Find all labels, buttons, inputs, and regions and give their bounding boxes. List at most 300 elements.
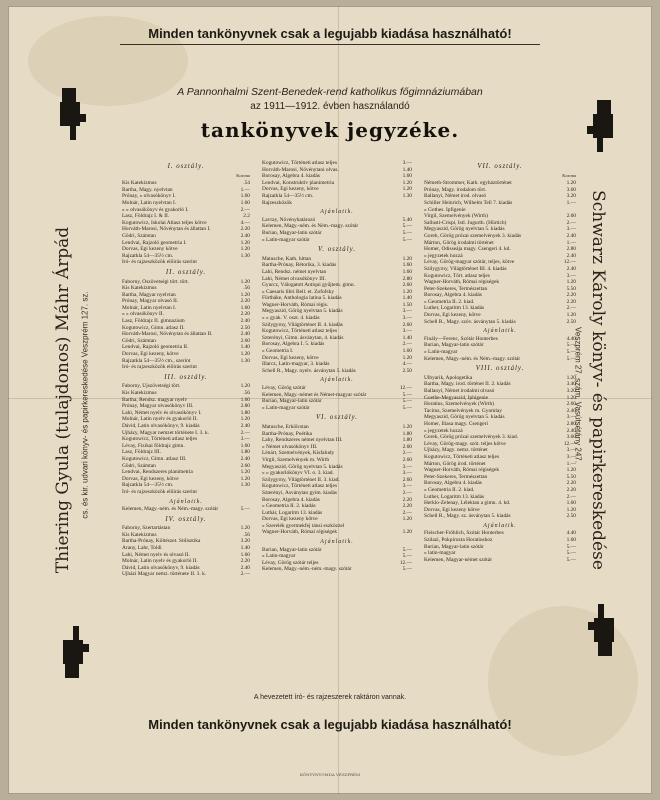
book-entry [122, 397, 250, 404]
book-entry [424, 180, 576, 187]
book-title: Gödri, Számtan [122, 462, 156, 469]
book-title: Lévay, Görög-magyar szótár, teljes, kötve [424, 259, 515, 266]
book-price: 1.20 [240, 278, 250, 285]
book-entry [424, 480, 576, 487]
book-entry [424, 408, 576, 415]
book-title: » Geometria II. 2. kiadás [262, 503, 316, 510]
book-price: 5.— [566, 355, 576, 362]
book-title: Gyurcz, Válogatott Antiqui gyűjtem. gimn. [262, 282, 355, 289]
title-line-2: az 1911—1912. évben használandó [250, 101, 410, 112]
book-title: Lendvai, Rendszeres planimetria [122, 469, 193, 476]
book-title: Bartha-Prónay, Költészet. Stilisztika [122, 538, 201, 545]
book-title: Lahi, Rendsz. német nyelvtan [262, 268, 327, 275]
book-title: Dorvas, Egi kezeny kötve [424, 506, 480, 513]
book-title: Kogutowicz, Történeti atlasz teljes [262, 483, 338, 490]
book-title: Molnár, Latin nyelv és gyakorló II. [122, 558, 198, 565]
book-title: Megyaszid, Görög nyelvtan 5. kiadás [262, 308, 343, 315]
pointing-hand-icon [55, 626, 91, 678]
book-title: Luthár, Logaritm 13. kiadás [262, 509, 323, 516]
book-entry [122, 383, 250, 390]
book-entry [262, 193, 412, 200]
book-price: 12.— [563, 440, 576, 447]
book-title: Borosay, Algebra 4. kiadás [262, 496, 320, 503]
book-title: » Német olvasókönyv III. [262, 443, 318, 450]
book-entry [262, 200, 412, 207]
book-price: 2.— [566, 305, 576, 312]
book-entry [262, 457, 412, 464]
price-header: Korona [236, 172, 250, 178]
book-price: 3.— [566, 272, 576, 279]
book-price: 1.20 [566, 279, 576, 286]
book-price: 1.60 [240, 199, 250, 206]
recommended-heading: Ajánlatik. [169, 498, 203, 505]
book-entry [262, 173, 412, 180]
book-price: 2.20 [566, 486, 576, 493]
book-entry [262, 180, 412, 187]
book-price: .56 [243, 285, 250, 292]
book-title: Bartha-Prónay, Rétorika, 3. kiadás [262, 262, 337, 269]
recommended-heading: Ajánlatik. [320, 539, 354, 546]
book-price: 3.— [402, 315, 412, 322]
book-title: » Geometria I. [262, 348, 294, 355]
book-title: Kogutowicz, Gimn. atlasz II. [122, 324, 185, 331]
book-price: 1.20 [566, 506, 576, 513]
book-title: Goethe-Megyaszid, Iphigenie [424, 394, 489, 401]
book-entry [262, 431, 412, 438]
book-entry [424, 474, 576, 481]
class-heading: II. osztály. [165, 268, 207, 276]
book-entry [424, 500, 576, 507]
book-price: 2.20 [566, 480, 576, 487]
book-price: 1.20 [240, 525, 250, 532]
header-rule [120, 44, 540, 45]
book-entry [262, 302, 412, 309]
book-title: Lahi, Német olvasókönyv III. [262, 275, 326, 282]
book-price [247, 259, 250, 266]
book-price: 2.— [566, 493, 576, 500]
book-price: 2.— [402, 341, 412, 348]
book-entry [424, 213, 576, 220]
book-price: 1.20 [240, 469, 250, 476]
book-entry [262, 262, 412, 269]
book-price: 1.— [566, 199, 576, 206]
book-title: Tacitus, Szemelvények m. Gyomlay [424, 407, 502, 414]
book-entry [262, 355, 412, 362]
book-title: Schell R., Magy. sz. ásványtan 5. kiadás [424, 513, 511, 520]
book-price: 3.— [566, 226, 576, 233]
book-price: 2.60 [240, 337, 250, 344]
book-entry [122, 476, 250, 483]
book-price: 1.40 [402, 295, 412, 302]
book-price: 1.60 [240, 442, 250, 449]
book-title: Fleischer-Fröhlich, Szótár Honterbes [424, 530, 504, 537]
book-title: Rajzatkla 54—35½ cm. [122, 252, 174, 259]
book-entry [122, 364, 250, 371]
book-title: Lasz, Földrajz I. & II. [122, 213, 170, 220]
book-title: Borosay, Algebra 4. kiadás [262, 173, 320, 180]
book-title: Burian, Magyar-latin szótár [424, 543, 484, 550]
book-title: Kelemen, Magy.-ném. és Ném.-magy. szótár [262, 223, 359, 230]
book-title: Lévay, Görög szótár [262, 385, 306, 391]
book-entry [122, 253, 250, 260]
book-price: 3.20 [566, 193, 576, 200]
vertical-right-address: Veszprém 27. szám. Vasútsétány 247. [573, 327, 583, 463]
book-entry [122, 246, 250, 253]
book-entry [122, 416, 250, 423]
book-title: Kogutowicz, Történeti atlasz teljes [424, 453, 500, 460]
book-title: Peter-Szekeres, Természettan [424, 473, 488, 480]
book-title: Schell R., Magy. szóv. ásványtan 5. kiadás [424, 318, 516, 325]
book-price: 1.— [566, 460, 576, 467]
class-heading: I. osztály. [167, 163, 205, 170]
book-price: 1.20 [240, 246, 250, 253]
book-price [409, 523, 412, 530]
book-price: 1.20 [240, 416, 250, 423]
book-title: Kis Katekizmus [122, 285, 157, 292]
book-entry [424, 544, 576, 551]
book-entry [424, 487, 576, 494]
book-entry [122, 311, 250, 318]
book-price: 1.20 [566, 374, 576, 381]
book-entry [122, 423, 250, 430]
book-entry [122, 436, 250, 443]
book-entry [262, 464, 412, 471]
book-entry [424, 461, 576, 468]
book-price: 1.20 [402, 186, 412, 193]
book-entry [262, 560, 412, 567]
book-price: 5.— [566, 342, 576, 349]
book-title: Horváth-Marosi, Növénytani olvas. [262, 166, 339, 173]
book-title: Molnár, Latin nyelvtan I. [122, 304, 177, 311]
book-entry [122, 318, 250, 325]
book-price: 5.— [402, 404, 412, 411]
class-heading: VII. osztály. [477, 163, 523, 170]
book-entry [424, 286, 576, 293]
book-title: Molnár, Latin nyelvtan I. [122, 199, 177, 206]
book-entry [424, 187, 576, 194]
price-header: Korona [562, 172, 576, 178]
book-price: .56 [243, 531, 250, 538]
book-price: 2.60 [402, 443, 412, 450]
book-price [573, 207, 576, 214]
book-price: 1.20 [240, 475, 250, 482]
recommended-heading: Ajánlatik. [483, 522, 517, 529]
book-title: Rajzeszközök [262, 199, 292, 206]
book-title: » Latin-magyar [262, 553, 296, 560]
book-entry [122, 233, 250, 240]
book-entry [424, 349, 576, 356]
book-title: » jegyzetek hozzá [424, 427, 463, 434]
book-price: 1.60 [240, 551, 250, 558]
book-entry [262, 523, 412, 530]
headline-top: Minden tankönyvnek csak a legujabb kiadása használható! [148, 26, 512, 41]
book-entry [424, 312, 576, 319]
book-price: 1.20 [402, 354, 412, 361]
book-title: Burian, Magyar-latin szótár [262, 398, 322, 405]
book-title: Prónay, » olvasókönyv I. [122, 193, 176, 200]
book-entry [424, 454, 576, 461]
book-price: 1.20 [240, 239, 250, 246]
book-title: Burian, Magyar-latin szótár [262, 229, 322, 236]
book-title: Wagner-Horváth, Római régiségek [424, 279, 500, 286]
book-price: 2.40 [240, 422, 250, 429]
book-title: Ujházy, Magyar nemzet története I. 3. k. [122, 429, 210, 436]
book-price: 5.— [402, 236, 412, 243]
book-title: Dávid, Latin olvasókönyv, 9. kiadás [122, 564, 200, 571]
book-title: Lévay, Fizikai földrajz gimn. [122, 442, 185, 449]
book-entry [424, 507, 576, 514]
book-title: Lahy, Rendszeres német nyelvtan III. [262, 437, 343, 444]
book-price: .54 [243, 180, 250, 187]
book-price: 1.80 [240, 409, 250, 416]
book-title: Dorvas, Egi kezeny, kötve [424, 312, 481, 319]
book-entry [122, 344, 250, 351]
book-price: 4.40 [566, 530, 576, 537]
book-title: Goreh, Görög prózai szemelvények 3. kiadás [424, 232, 522, 239]
book-title: Kelemen, Magy.-ném. és Ném.-magy. szótár [424, 355, 521, 362]
book-price: 3.— [402, 470, 412, 477]
book-title: Kelemen, Magy.-ném. és Ném.-magy. szótár [122, 506, 219, 513]
book-price: 1.60 [402, 262, 412, 269]
book-title: Író- és rajzeszközök előirás szerint [122, 488, 197, 495]
book-price: 3.40 [566, 381, 576, 388]
book-entry [262, 322, 412, 329]
book-price: 1.30 [240, 252, 250, 259]
book-title: Wagner-Horváth, Római régiségek [262, 529, 338, 536]
book-price: 1.20 [240, 351, 250, 358]
book-entry [262, 282, 412, 289]
book-entry [262, 315, 412, 322]
recommended-heading: Ajánlatik. [320, 377, 354, 384]
book-price: 2.— [240, 571, 250, 578]
book-price: 2.20 [402, 496, 412, 503]
recommended-heading: Ajánlatik. [320, 209, 354, 216]
book-entry [424, 388, 576, 395]
book-price: 2.2 [243, 213, 250, 220]
book-price [409, 200, 412, 207]
book-entry [262, 217, 412, 224]
book-entry [424, 266, 576, 273]
book-entry [122, 338, 250, 345]
book-title: Schiller Heinrich, Wilhelm Tell 7. kiadás [424, 199, 513, 206]
book-price: 2.80 [566, 420, 576, 427]
book-price: 1.40 [402, 334, 412, 341]
book-price: 1.20 [240, 383, 250, 390]
book-entry [262, 348, 412, 355]
book-price: 4.— [402, 361, 412, 368]
book-title: Dorvas, Egi kezeny kötve [122, 246, 178, 253]
book-price: 12.— [399, 385, 412, 391]
book-title: Prónay, Magyar olvasókönyv III. [122, 403, 194, 410]
book-entry [424, 375, 576, 382]
book-entry [424, 220, 576, 227]
book-entry [262, 186, 412, 193]
book-title: Matusche, Kath. hittan [262, 255, 312, 262]
column-3 [424, 160, 576, 563]
book-entry [122, 207, 250, 214]
book-entry [262, 483, 412, 490]
book-price: 1.— [240, 186, 250, 193]
book-entry [122, 430, 250, 437]
book-price: 5.— [402, 229, 412, 236]
book-price: 1.30 [240, 482, 250, 489]
pointing-hand-icon [585, 100, 621, 152]
book-price: 2.40 [566, 265, 576, 272]
book-entry [262, 308, 412, 315]
book-price: 1.20 [566, 312, 576, 319]
book-price: 2.50 [566, 513, 576, 520]
book-title: Kogutowicz, Iskolai Atlasz teljes kötve [122, 219, 207, 226]
book-entry [262, 269, 412, 276]
pointing-hand-icon [52, 88, 88, 140]
book-entry [424, 550, 576, 557]
book-price: 2.20 [566, 292, 576, 299]
book-price: 5.— [402, 546, 412, 553]
book-entry [262, 553, 412, 560]
book-price: 2.— [402, 509, 412, 516]
book-price: 5.— [566, 543, 576, 550]
book-price: 2.60 [402, 476, 412, 483]
book-entry [122, 449, 250, 456]
book-price: .56 [243, 390, 250, 396]
book-price: 2.80 [240, 403, 250, 410]
book-title: Bartha, Magy. irod. történet II. 2. kiadás [424, 381, 511, 388]
book-price: 2.40 [566, 232, 576, 239]
book-title: Burian, Magyar-latin szótár [262, 546, 322, 553]
book-title: Rajzatkla 54—35½ cm. [262, 192, 314, 199]
book-title: Ulbyarik, Apologetika [424, 374, 473, 381]
book-title: Szilygyrny, Világtörténet II. 3. kiad. [262, 476, 340, 483]
book-entry [262, 470, 412, 477]
book-price: 1.20 [402, 288, 412, 295]
book-price: 5.— [240, 506, 250, 513]
book-price: 2.20 [402, 503, 412, 510]
book-title: Lasz, Földrajz II. gimnazium [122, 318, 185, 325]
book-entry [122, 525, 250, 532]
book-title: Lendvai, Konstruktív planimetria [262, 179, 335, 186]
book-entry [122, 351, 250, 358]
book-title: Lahi, Német nyelv és olvasó II. [122, 551, 190, 558]
book-price: 1.20 [240, 291, 250, 298]
book-price: 2.40 [240, 318, 250, 325]
book-price: 2.— [402, 450, 412, 457]
book-title: Borosay, Algebra 4. kiadás [424, 480, 482, 487]
book-entry [424, 428, 576, 435]
book-price: 3.— [240, 436, 250, 443]
book-title: Gödri, Számtan [122, 337, 156, 344]
book-title: Lévay, Görög szótár teljes [262, 559, 319, 566]
book-price: 4.40 [566, 335, 576, 342]
bottom-note: A hevezetett író- és rajzeszerek raktáron vannak. [253, 694, 407, 701]
book-title: Márton, Görög irod. történet [424, 460, 486, 467]
book-title: Borosay, Algebra I. 5. kiadás [262, 341, 325, 348]
book-price: 3.— [402, 463, 412, 470]
book-price: 2.60 [566, 401, 576, 408]
book-price: 1.80 [402, 430, 412, 437]
book-price [247, 364, 250, 371]
book-price: 1.40 [240, 545, 250, 552]
book-entry [122, 358, 250, 365]
book-title: Kogutowicz, Gimn. atlasz III. [122, 455, 187, 462]
book-price: 1.60 [402, 348, 412, 355]
book-title: Lavray, Növényhatározó [262, 216, 316, 223]
book-entry [122, 279, 250, 286]
book-entry [262, 335, 412, 342]
book-entry [424, 537, 576, 544]
book-entry [122, 463, 250, 470]
book-price: 5.— [402, 398, 412, 405]
book-title: Matusche, Erkölcstan [262, 423, 309, 430]
book-entry [122, 558, 250, 565]
book-title: Prónay, Magyar olvasó II. [122, 298, 179, 305]
book-title: Megyaszid, Görög nyelvtan 5. kiadás [424, 414, 505, 421]
class-heading: IV. osztály. [165, 515, 207, 523]
book-entry [122, 240, 250, 247]
pointing-hand-icon [586, 604, 622, 656]
book-price: 2.20 [240, 558, 250, 565]
book-title: Lendvai, Rajzoló geometria II. [122, 344, 189, 351]
book-price: 2.20 [240, 226, 250, 233]
book-title: Horváth-Marosi, Növénytan és állattan I. [122, 226, 211, 233]
book-title: Szilazi, Pokpirozta Horatiushoz [424, 537, 493, 544]
vertical-left-bookseller: Thiering Gyula (tulajdonos) Máhr Árpád [53, 226, 73, 574]
book-title: Kogutowicz, Történeti atlasz teljes [262, 160, 338, 166]
book-entry [122, 200, 250, 207]
book-entry [122, 443, 250, 450]
book-entry [122, 285, 250, 292]
book-title: Németh-Strommer, Kath. egyháztörténet [424, 180, 512, 187]
book-entry [262, 328, 412, 335]
book-entry [262, 289, 412, 296]
book-entry [262, 398, 412, 405]
book-title: Szilygyrny, Világtörténet III. 4. kiadás [424, 265, 507, 272]
book-price: 5.— [566, 349, 576, 356]
book-title: Molnár, Latin nyelv és gyakorló II. [122, 416, 198, 423]
book-title: Lahi, Német nyelv és olvasókönyv I. [122, 409, 202, 416]
book-price: 2.50 [566, 318, 576, 325]
book-title: Burian, Magyar-latin szótár [424, 342, 484, 349]
book-entry [424, 200, 576, 207]
book-entry [424, 299, 576, 306]
book-entry [424, 246, 576, 253]
book-title: » » olvasókönyv II. [122, 311, 164, 318]
title-main: tankönyvek jegyzéke. [200, 118, 460, 142]
book-title: Faborny, Ószövetségi tört. tört. [122, 278, 190, 285]
book-entry [122, 545, 250, 552]
book-entry [424, 279, 576, 286]
book-entry [122, 180, 250, 187]
book-title: » » olvasókönyv és gyakorló I. [122, 206, 189, 213]
book-title: Lendvai, Rajzoló geometria I. [122, 239, 187, 246]
book-price: 5.— [402, 391, 412, 398]
book-title: Wagner-Horváth, Római régiségek [424, 467, 500, 474]
book-title: Faborny, Szertartástan [122, 525, 171, 532]
book-price: 2.40 [566, 252, 576, 259]
column-2 [262, 160, 412, 573]
book-price: 2.60 [402, 282, 412, 289]
book-title: Kogutowicz, Történeti atlasz teljes [262, 328, 338, 335]
book-title: Sallusti-Crispi, Istl. Jugurth. (Hürtich) [424, 219, 507, 226]
book-entry [122, 226, 250, 233]
book-entry [424, 434, 576, 441]
book-entry [424, 513, 576, 520]
book-title: Gödri, Számtan [122, 232, 156, 239]
book-price: 1.60 [240, 304, 250, 311]
book-entry [262, 424, 412, 431]
book-entry [122, 565, 250, 572]
book-price: 1.80 [240, 449, 250, 456]
book-price: 1.— [566, 239, 576, 246]
